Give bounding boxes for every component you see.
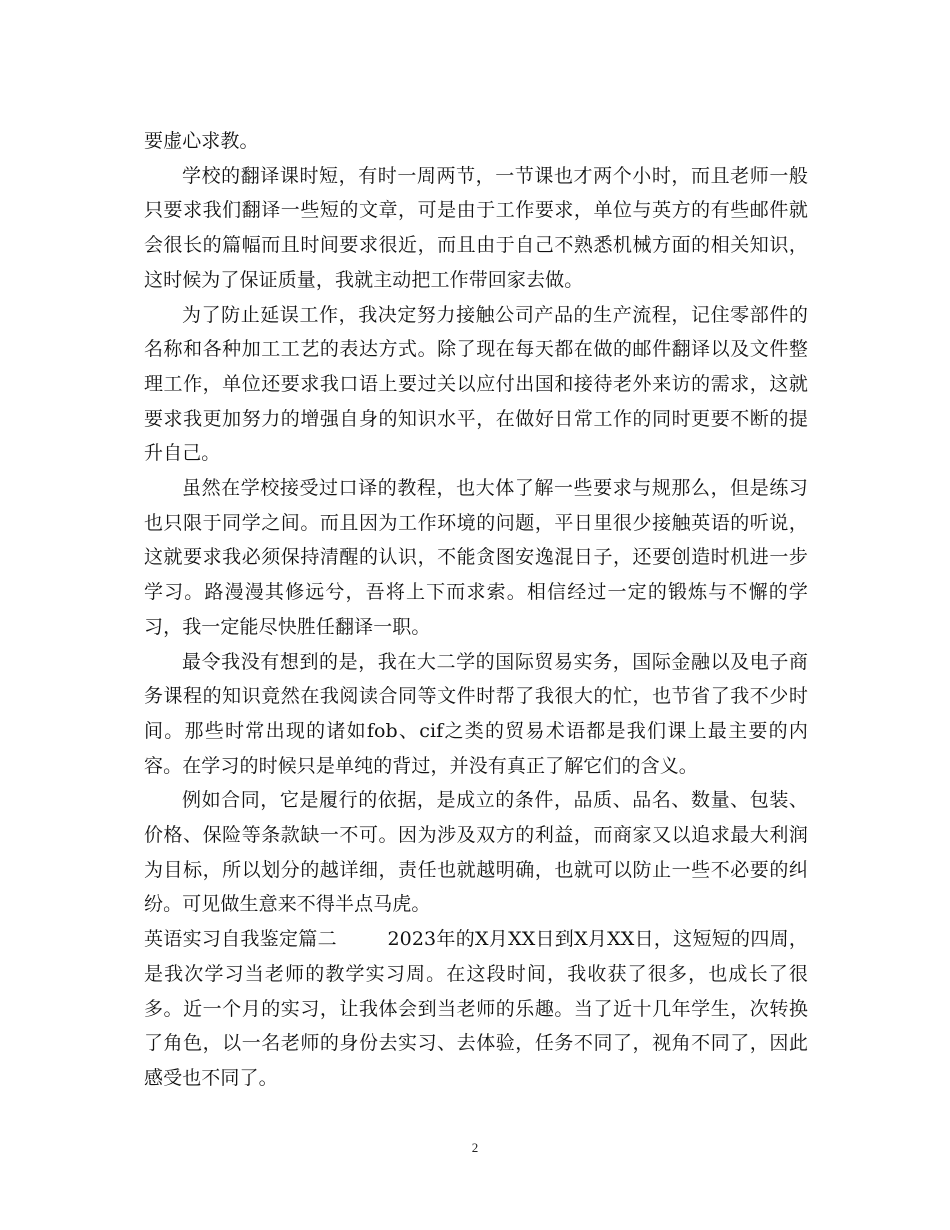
paragraph-avoid-delay: 为了防止延误工作，我决定努力接触公司产品的生产流程，记住零部件的名称和各种加工工艺的表达方式。除了现在每天都在做的邮件翻译以及文件整理工作，单位还要求我口语上要过关以应付出国和接待老外来访的需求，这就要求我更加努力的增强自身的知识水平，在做好日常工作的同时更要不断的提升自己。 xyxy=(144,303,808,465)
section-text: 2023年的X月XX日到X月XX日，这短短的四周，是我次学习当老师的教学实习周。在这段时间，我收获了很多，也成长了很多。近一个月的实习，让我体会到当老师的乐趣。当了近十几年学生，次转换了角色，以一名老师的身份去实习、去体验，任务不同了，视角不同了，因此感受也不同了。 xyxy=(144,928,808,1089)
paragraph-continuation: 要虚心求教。 xyxy=(144,130,259,152)
document-body xyxy=(144,124,808,1096)
paragraph-contract-example: 例如合同，它是履行的依据，是成立的条件，品质、品名、数量、包装、价格、保险等条款缺一不可。因为涉及双方的利益，而商家又以追求最大利润为目标，所以划分的越详细，责任也就越明确，也就可以防止一些不必要的纠纷。可见做生意来不得半点马虎。 xyxy=(144,789,808,916)
section-title: 英语实习自我鉴定篇二 xyxy=(144,928,337,951)
section-paragraph xyxy=(144,922,808,1096)
paragraph-translation-class: 学校的翻译课时短，有时一周两节，一节课也才两个小时，而且老师一般只要求我们翻译一些短的文章，可是由于工作要求，单位与英方的有些邮件就会很长的篇幅而且时间要求很近，而且由于自己不熟悉机械方面的相关知识，这时候为了保证质量，我就主动把工作带回家去做。 xyxy=(144,164,808,291)
paragraph-trade-courses: 最令我没有想到的是，我在大二学的国际贸易实务，国际金融以及电子商务课程的知识竟然在我阅读合同等文件时帮了我很大的忙，也节省了我不少时间。那些时常出现的诸如fob、cif之类的贸易术语都是我们课上最主要的内容。在学习的时候只是单纯的背过，并没有真正了解它们的含义。 xyxy=(144,650,808,777)
paragraph-interpretation: 虽然在学校接受过口译的教程，也大体了解一些要求与规那么，但是练习也只限于同学之间。而且因为工作环境的问题，平日里很少接触英语的听说，这就要求我必须保持清醒的认识，不能贪图安逸混日子，还要创造时机进一步学习。路漫漫其修远兮，吾将上下而求索。相信经过一定的锻炼与不懈的学习，我一定能尽快胜任翻译一职。 xyxy=(144,477,808,638)
page-number: 2 xyxy=(471,1140,479,1155)
